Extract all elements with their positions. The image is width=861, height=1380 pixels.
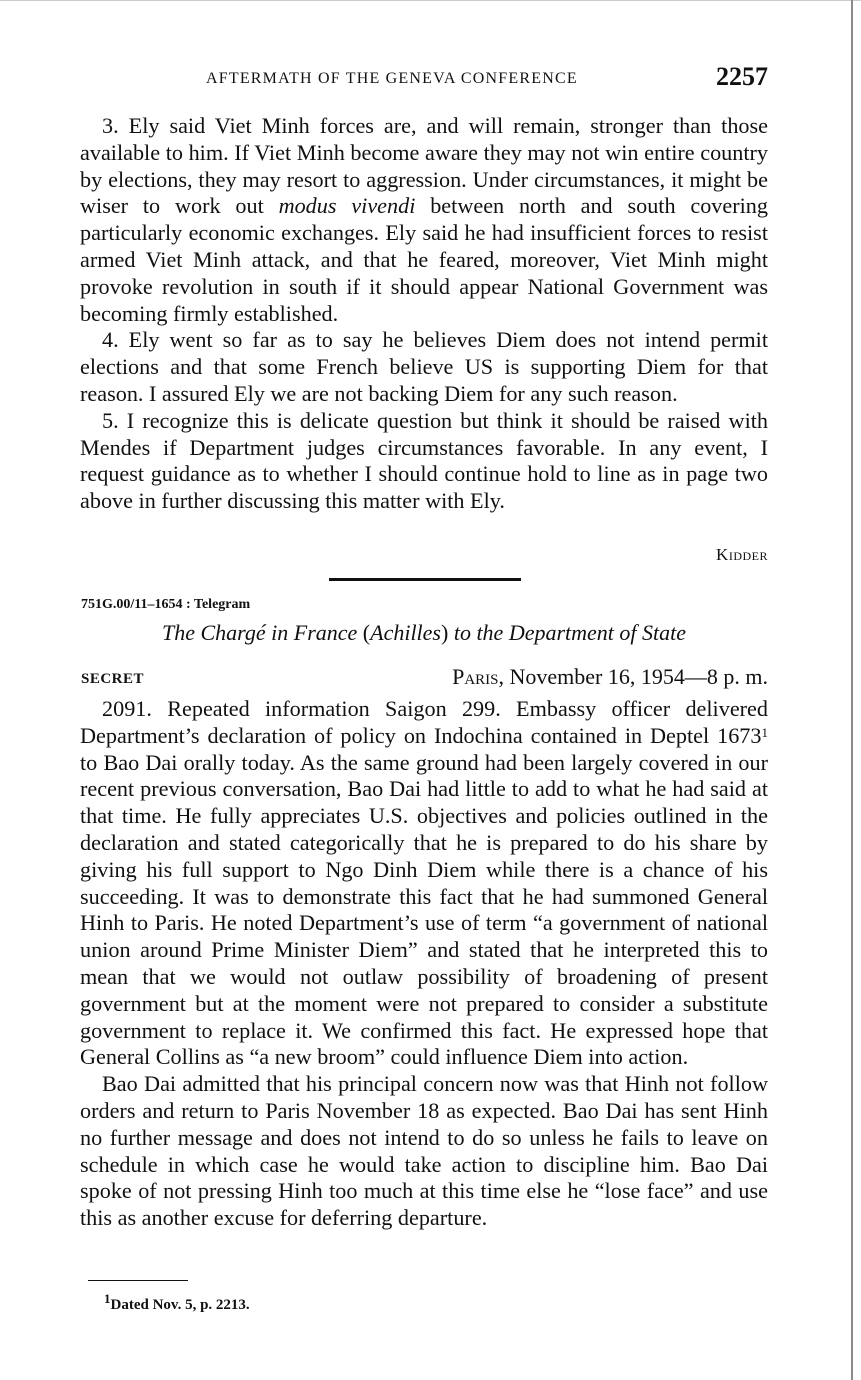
footnote-text: Dated Nov. 5, p. 2213. [110, 1297, 250, 1313]
title-name: Achilles [370, 620, 441, 645]
dateline [420, 664, 768, 690]
title-part-1: The Chargé in France [161, 620, 363, 645]
document-title [80, 620, 768, 646]
paragraph-2091 [80, 696, 768, 1071]
footnote [104, 1291, 250, 1314]
paragraph-3-text-start: 3. Ely said Viet Minh forces are, and will remain, stronger than those available to him. If Viet Minh become aware they may not win entire country by elections, they may resort to aggression. Under circumstances, it might be wiser to work out [80, 113, 768, 219]
footnote-rule [88, 1280, 188, 1281]
classification-label: SECRET [81, 671, 145, 687]
footnote-number: 1 [104, 1291, 111, 1306]
paragraph-2091-text-end: to Bao Dai orally today. As the same ground had been largely covered in our recent previous conversation, Bao Dai had little to add to what he had said at that time. He fully appreciates U.S. objectives and policies outlined in the declaration and stated categorically that he is prepared to do his share by giving his full support to Ngo Dinh Diem while there is a chance of his succeeding. It was to demonstrate this fact that he had summoned General Hinh to Paris. He noted Department’s use of term “a government of national union around Prime Minister Diem” and stated that he interpreted this to mean that we would not outlaw possibility of broadening of present government but at the moment were not prepared to consider a substitute government to replace it. We confirmed this fact. He expressed hope that General Collins as “a new broom” could influence Diem into action. [80, 749, 768, 1070]
latin-phrase: modus vivendi [278, 193, 416, 219]
footnote-marker: 1 [761, 724, 768, 740]
paragraph-3 [80, 113, 768, 327]
paragraph-bao-dai: Bao Dai admitted that his principal concern now was that Hinh not follow orders and return to Paris November 18 as expected. Bao Dai has sent Hinh no further message and does not intend to do so unless he fails to leave on schedule in which case he would take action to discipline him. Bao Dai spoke of not pressing Hinh too much at this time else he “lose face” and use this as another excuse for deferring departure. [80, 1071, 768, 1231]
paragraph-4: 4. Ely went so far as to say he believes Diem does not intend permit elections and that some French believe US is supporting Diem for that reason. I assured Ely we are not backing Diem for any such reason. [80, 327, 768, 406]
dateline-date: , November 16, 1954—8 p. m. [498, 664, 768, 689]
paragraph-2091-text-start: 2091. Repeated information Saigon 299. Embassy officer delivered Department’s declaration of policy on Indochina contained in Deptel 1673 [80, 696, 768, 748]
second-document-body [80, 696, 768, 1232]
dateline-place: Paris [452, 664, 499, 689]
running-head: AFTERMATH OF THE GENEVA CONFERENCE [206, 70, 578, 87]
paragraph-3-text-end: between north and south covering particularly economic exchanges. Ely said he had insufficient forces to resist armed Viet Minh attack, and that he feared, moreover, Viet Minh might provoke revolution in south if it should appear National Government was becoming firmly established. [80, 193, 768, 326]
section-divider [329, 578, 521, 581]
file-reference: 751G.00/11–1654 : Telegram [81, 597, 251, 612]
paragraph-5: 5. I recognize this is delicate question but think it should be raised with Mendes if Department judges circumstances favorable. In any event, I request guidance as to whether I should continue hold to line as in page two above in further discussing this matter with Ely. [80, 407, 768, 514]
first-document-body [80, 113, 768, 515]
page-number: 2257 [716, 62, 768, 91]
page-top-edge [0, 0, 861, 1]
title-part-2: to the Department of State [448, 620, 687, 645]
page-right-edge [851, 0, 853, 1380]
title-open-paren: ( [362, 620, 371, 645]
title-close-paren: ) [441, 620, 449, 645]
signature-kidder: Kidder [716, 545, 768, 564]
